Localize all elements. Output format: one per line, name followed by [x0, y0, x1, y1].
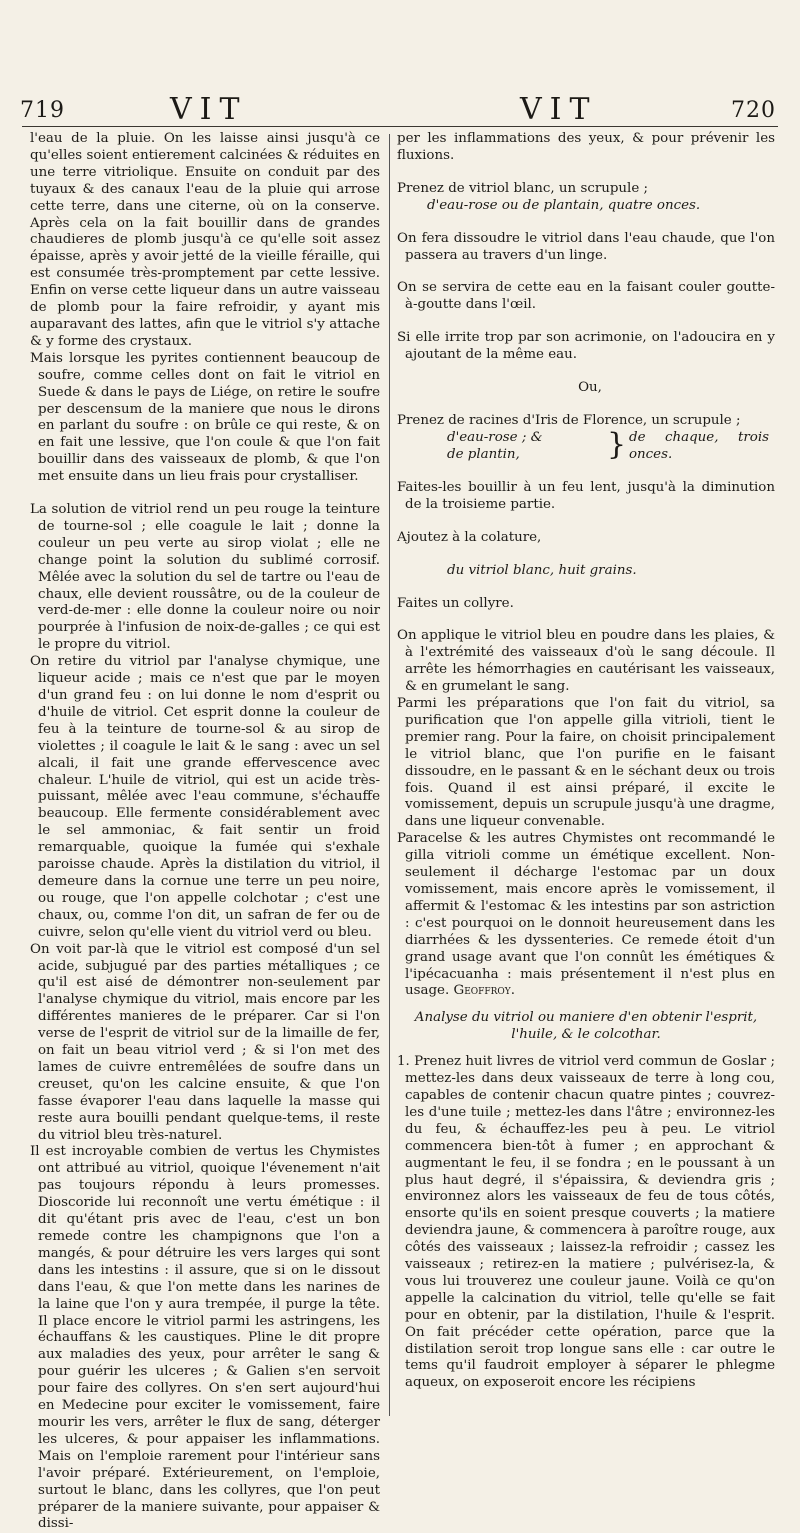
- paragraph: Faites un collyre.: [397, 595, 514, 611]
- section-heading: Analyse du vitriol ou maniere d'en obtenir l'esprit, l'huile, & le colcothar.: [414, 1010, 758, 1043]
- prescription-line: d'eau-rose ou de plantain, quatre onces.: [427, 197, 701, 213]
- paragraph: On fera dissoudre le vitriol dans l'eau chaude, que l'on passera au travers d'un linge.: [397, 230, 775, 263]
- running-head-right: VIT: [520, 92, 598, 127]
- prescription-line: Prenez de racines d'Iris de Florence, un scrupule ;: [397, 412, 741, 428]
- brace-mark: }: [607, 426, 627, 462]
- author-signature: Geoffroy.: [453, 983, 515, 999]
- paragraph: On se servira de cette eau en la faisant couler goutte-à-goutte dans l'œil.: [397, 280, 775, 313]
- paragraph: Mais lorsque les pyrites contiennent beaucoup de soufre, comme celles dont on fait le vitriol en Suede & dans le pays de Liége, on retire le soufre per descensum de la maniere que nous le dirons en parlant du soufre : on brûle ce qui reste, & on en fait une lessive, que l'on coule & que l'on fait bouillir dans des vaisseaux de plomb, & que l'on met ensuite dans un lieu frais pour crystalliser.: [30, 350, 380, 485]
- paragraph: On retire du vitriol par l'analyse chymique, une liqueur acide ; mais ce n'est que par le moyen d'un grand feu : on lui donne le nom d'esprit ou d'huile de vitriol. Cet esprit donne la couleur de feu à la teinture de tourne-sol & au sirop de violettes ; il coagule le lait & le sang : avec un sel alcali, il fait une grande effervescence avec chaleur. L'huile de vitriol, qui est un acide très-puissant, mêlée avec l'eau commune, s'échauffe beaucoup. Elle fermente considérablement avec le sel ammoniac, & fait sentir un froid remarquable, quoique la fumée qui s'exhale paroisse chaude. Après la distilation du vitriol, il demeure dans la cornue une terre un peu noire, ou rouge, que l'on appelle colchotar ; c'est une chaux, ou, comme l'on dit, un safran de fer ou de cuivre, selon qu'elle vient du vitriol verd ou bleu.: [30, 654, 380, 940]
- paragraph: Il est incroyable combien de vertus les Chymistes ont attribué au vitriol, quoique l'évenement n'ait pas toujours répondu à leurs promesses. Dioscoride lui reconnoît une vertu émétique : il dit qu'étant pris avec de l'eau, c'est un bon remede contre les champignons que l'on a mangés, & pour détruire les vers larges qui sont dans les intestins : il assure, que si on le dissout dans l'eau, & que l'on mette dans les narines de la laine que l'on y aura trempée, il purge la tête. Il place encore le vitriol parmi les astringens, les échauffans & les caustiques. Pline le dit propre aux maladies des yeux, pour arrêter le sang & pour guérir les ulceres ; & Galien s'en servoit pour faire des collyres. On s'en sert aujourd'hui en Medecine pour exciter le vomissement, faire mourir les vers, arrêter le flux de sang, déterger les ulceres, & pour appaiser les inflammations. Mais on l'emploie rarement pour l'intérieur sans l'avoir préparé. Extérieurement, on l'emploie, surtout le blanc, dans les collyres, que l'on peut préparer de la maniere suivante, pour appaiser & dissi-: [30, 1144, 380, 1532]
- prescription-line: d'eau-rose ; &: [447, 429, 543, 445]
- paragraph: Si elle irrite trop par son acrimonie, on l'adoucira en y ajoutant de la même eau.: [397, 330, 775, 363]
- prescription-line: de plantin,: [447, 446, 520, 462]
- paragraph: Faites-les bouillir à un feu lent, jusqu'à la diminution de la troisieme partie.: [397, 479, 775, 512]
- paragraph: On applique le vitriol bleu en poudre dans les plaies, & à l'extrémité des vaisseaux d'où le sang découle. Il arrête les hémorrhagies en cautérisant les vaisseaux, & en grumelant le sang.: [397, 628, 775, 695]
- brace-group: [397, 426, 775, 464]
- page-number-left: 719: [20, 98, 65, 123]
- paragraph: La solution de vitriol rend un peu rouge la teinture de tourne-sol ; elle coagule le lait ; donne la couleur un peu verte au sirop violat ; elle ne change point la solution du sublimé corrosif. Mêlée avec la solution du sel de tartre ou l'eau de chaux, elle devient roussâtre, ou de la couleur de verd-de-mer : elle donne la couleur noire ou noir pourprée à l'infusion de noix-de-galles ; ce qui est le propre du vitriol.: [30, 502, 380, 653]
- paragraph: Parmi les préparations que l'on fait du vitriol, sa purification que l'on appelle gilla vitrioli, tient le premier rang. Pour la faire, on choisit principalement le vitriol blanc, que l'on purifie en le faisant dissoudre, en le passant & en le séchant deux ou trois fois. Quand il est ainsi préparé, il excite le vomissement, depuis un scrupule jusqu'à une dragme, dans une liqueur convenable.: [397, 696, 775, 830]
- prescription-line: Prenez de vitriol blanc, un scrupule ;: [397, 180, 649, 196]
- paragraph: Ajoutez à la colature,: [397, 529, 542, 545]
- paragraph: du vitriol blanc, huit grains.: [447, 562, 637, 578]
- right-column: [397, 131, 775, 1392]
- left-column: [30, 131, 380, 1533]
- paragraph-text: Paracelse & les autres Chymistes ont recommandé le gilla vitrioli comme un émétique excellent. Non-seulement il décharge l'estomac par un doux vomissement, mais encore après le vomissement, il affermit & l'estomac & les intestins par son astriction : c'est pourquoi on le donnoit heureusement dans les diarrhées & les dyssenteries. Ce remede étoit d'un grand usage avant que l'on connût les émétiques & l'ipécacuanha : mais présentement il n'est plus en usage.: [397, 831, 775, 999]
- paragraph: l'eau de la pluie. On les laisse ainsi jusqu'à ce qu'elles soient entierement calcinées & réduites en une terre vitriolique. Ensuite on conduit par des tuyaux & des canaux l'eau de la pluie qui arrose cette terre, dans une citerne, où on la conserve. Après cela on la fait bouillir dans de grandes chaudieres de plomb jusqu'à ce qu'elle soit assez épaisse, après y avoir jetté de la vieille féraille, qui est consumée très-promptement par cette lessive. Enfin on verse cette liqueur dans un autre vaisseau de plomb pour la faire refroidir, y ayant mis auparavant des lattes, afin que le vitriol s'y attache & y forme des crystaux.: [30, 131, 380, 349]
- paragraph: On voit par-là que le vitriol est composé d'un sel acide, subjugué par des parties métalliques ; ce qu'il est aisé de démontrer non-seulement par l'analyse chymique du vitriol, mais encore par les différentes manieres de le préparer. Car si l'on verse de l'esprit de vitriol sur de la limaille de fer, on fait un beau vitriol verd ; & si l'on met des lames de cuivre entremêlées de soufre dans un creuset, qu'on les calcine ensuite, & que l'on fasse évaporer l'eau dans laquelle la masse qui reste aura bouilli pendant quelque-tems, il reste du vitriol bleu très-naturel.: [30, 941, 380, 1143]
- running-head-left: VIT: [170, 92, 248, 127]
- paragraph: [397, 831, 775, 1000]
- column-divider: [389, 134, 390, 1416]
- header-rule: [22, 126, 778, 127]
- ou-line: Ou,: [578, 380, 602, 396]
- paragraph: per les inflammations des yeux, & pour prévenir les fluxions.: [397, 131, 775, 163]
- paragraph: 1. Prenez huit livres de vitriol verd commun de Goslar ; mettez-les dans deux vaisseaux de terre à long cou, capables de contenir chacun quatre pintes ; couvrez-les d'une tuile ; mettez-les dans l'âtre ; environnez-les du feu, & échauffez-les peu à peu. Le vitriol commencera bien-tôt à fumer ; en approchant & augmentant le feu, il se fondra ; en le poussant à un plus haut degré, il s'épaissira, & deviendra gris ; environnez alors les vaisseaux de feu de tous côtés, ensorte qu'ils en soient presque couverts ; la matiere deviendra jaune, & commencera à paroître rouge, aux côtés des vaisseaux ; laissez-la refroidir ; cassez les vaisseaux ; retirez-en la matiere ; pulvérisez-la, & vous lui trouverez une couleur jaune. Voilà ce qu'on appelle la calcination du vitriol, telle qu'elle se fait pour en obtenir, par la distilation, l'huile & l'esprit. On fait précéder cette opération, parce que la distilation seroit trop longue sans elle : car outre le tems qu'il faudroit employer à séparer le phlegme aqueux, on exposeroit encore les récipiens: [397, 1054, 775, 1391]
- page-number-right: 720: [731, 98, 776, 123]
- brace-note: de chaque, trois onces.: [629, 429, 769, 462]
